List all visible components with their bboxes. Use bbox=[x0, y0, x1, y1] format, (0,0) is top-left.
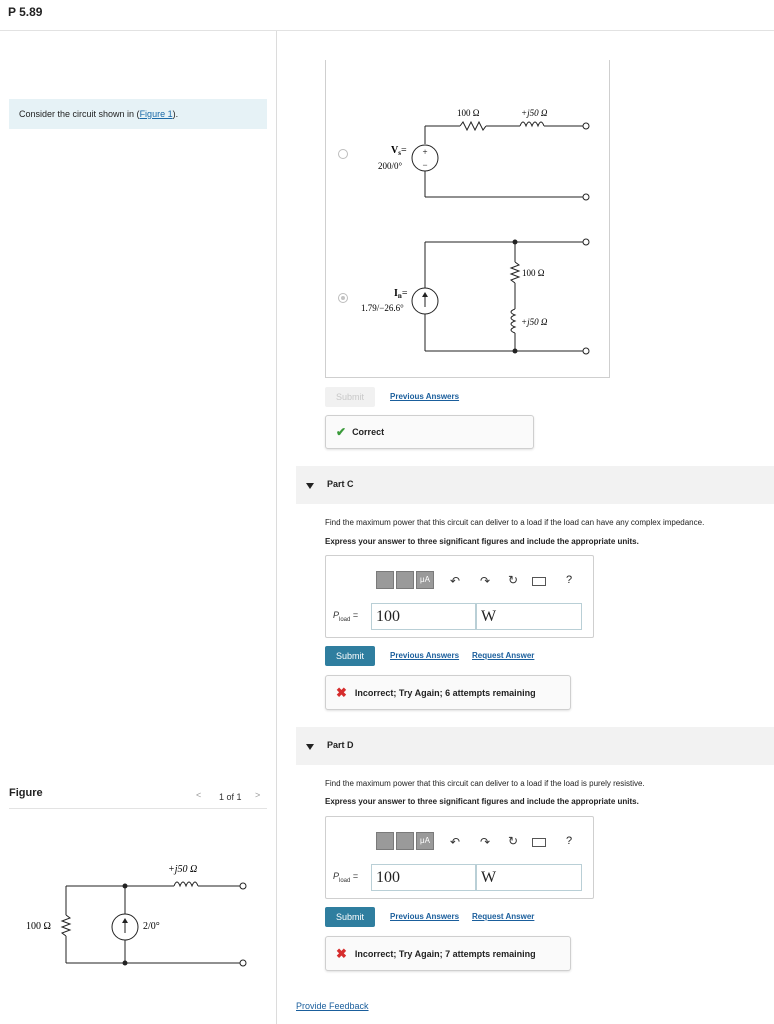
part-c-request-answer-link[interactable]: Request Answer bbox=[472, 651, 535, 660]
intro-box bbox=[9, 99, 267, 129]
figure-next-button[interactable]: > bbox=[255, 790, 261, 800]
part-c-var-main: P bbox=[333, 610, 340, 620]
part-d-units-input[interactable]: W bbox=[476, 864, 582, 891]
choice-2-resistor-label: 100 Ω bbox=[522, 268, 545, 278]
redo-icon[interactable]: ↷ bbox=[480, 574, 491, 588]
keyboard-icon[interactable] bbox=[532, 577, 546, 586]
figure-pager-text: 1 of 1 bbox=[219, 792, 242, 802]
page-title: P 5.89 bbox=[8, 5, 43, 19]
header-divider bbox=[0, 30, 774, 31]
part-d-var-sub: load bbox=[339, 877, 351, 884]
keyboard-icon[interactable] bbox=[532, 838, 546, 847]
figure-divider bbox=[9, 808, 267, 809]
figure-title: Figure bbox=[9, 787, 43, 799]
part-c-label: Part C bbox=[327, 479, 354, 489]
x-icon: ✖ bbox=[336, 684, 347, 700]
part-c-instructions: Express your answer to three significant figures and include the appropriate units. bbox=[325, 537, 639, 546]
part-c-question: Find the maximum power that this circuit can deliver to a load if the load can have any complex impedance. bbox=[325, 518, 705, 527]
help-icon[interactable]: ? bbox=[566, 835, 573, 847]
part-d-request-answer-link[interactable]: Request Answer bbox=[472, 912, 535, 921]
figure-circuit bbox=[0, 850, 276, 980]
provide-feedback-link[interactable]: Provide Feedback bbox=[296, 1001, 369, 1011]
intro-prefix: Consider the circuit shown in ( bbox=[19, 109, 140, 119]
part-d-var-label bbox=[333, 871, 358, 884]
check-icon: ✔ bbox=[336, 425, 347, 439]
svg-text:+: + bbox=[422, 147, 428, 157]
figure-prev-button[interactable]: < bbox=[196, 790, 202, 800]
reset-icon[interactable]: ↻ bbox=[508, 834, 519, 848]
svg-text:Vs= bbox=[391, 145, 407, 157]
choice-2-source-value: 1.79/−26.6° bbox=[361, 303, 404, 313]
part-b-previous-answers-link[interactable]: Previous Answers bbox=[390, 392, 460, 401]
part-c-previous-answers-link[interactable]: Previous Answers bbox=[390, 651, 460, 660]
part-d-header[interactable] bbox=[296, 727, 774, 765]
choice-circuits bbox=[355, 95, 605, 375]
choice-2-source-symbol: I bbox=[394, 288, 398, 299]
part-d-question: Find the maximum power that this circuit can deliver to a load if the load is purely resistive. bbox=[325, 779, 645, 788]
figure-source-label: 2/0° bbox=[143, 921, 160, 932]
help-icon[interactable]: ? bbox=[566, 574, 573, 586]
units-button[interactable]: μA bbox=[416, 832, 434, 850]
part-d-value-input[interactable]: 100 bbox=[371, 864, 476, 891]
template-icon[interactable] bbox=[376, 571, 394, 589]
part-d-submit-button[interactable]: Submit bbox=[325, 907, 375, 927]
fraction-icon[interactable] bbox=[396, 832, 414, 850]
choice-radio-1[interactable] bbox=[338, 149, 348, 159]
part-b-feedback-text: Correct bbox=[352, 427, 385, 437]
part-d-feedback-text: Incorrect; Try Again; 7 attempts remaining bbox=[354, 948, 536, 959]
choice-1-resistor-label: 100 Ω bbox=[457, 108, 480, 118]
part-b-feedback bbox=[325, 415, 534, 449]
undo-icon[interactable]: ↶ bbox=[450, 835, 461, 849]
collapse-icon[interactable] bbox=[306, 483, 314, 489]
figure-inductor-label: +j50 Ω bbox=[168, 864, 198, 875]
part-c-feedback bbox=[325, 675, 571, 710]
part-c-var-sub: load bbox=[339, 616, 351, 623]
collapse-icon[interactable] bbox=[306, 744, 314, 750]
column-divider bbox=[276, 31, 277, 1024]
intro-suffix: ). bbox=[172, 109, 179, 119]
part-c-units-input[interactable]: W bbox=[476, 603, 582, 630]
part-d-label: Part D bbox=[327, 740, 354, 750]
choice-1-source-eq: = bbox=[400, 145, 407, 156]
figure-link[interactable]: Figure 1 bbox=[139, 109, 173, 119]
part-d-instructions: Express your answer to three significant figures and include the appropriate units. bbox=[325, 797, 639, 806]
x-icon: ✖ bbox=[336, 945, 347, 961]
part-c-equals: = bbox=[352, 610, 359, 620]
redo-icon[interactable]: ↷ bbox=[480, 835, 491, 849]
svg-text:In= bbox=[394, 288, 408, 300]
choice-1-source-symbol: V bbox=[391, 145, 399, 156]
part-b-submit-button[interactable]: Submit bbox=[325, 387, 375, 407]
fraction-icon[interactable] bbox=[396, 571, 414, 589]
choice-1-source-sub: s bbox=[398, 149, 401, 157]
part-c-value-input[interactable]: 100 bbox=[371, 603, 476, 630]
choice-1-source-value: 200/0° bbox=[378, 161, 403, 171]
choice-2-source-sub: n bbox=[397, 292, 402, 300]
choice-2-inductor-label: +j50 Ω bbox=[521, 317, 548, 327]
part-d-previous-answers-link[interactable]: Previous Answers bbox=[390, 912, 460, 921]
units-button[interactable]: μA bbox=[416, 571, 434, 589]
undo-icon[interactable]: ↶ bbox=[450, 574, 461, 588]
part-c-header[interactable] bbox=[296, 466, 774, 504]
choice-2-source-eq: = bbox=[401, 288, 408, 299]
part-d-equals: = bbox=[352, 871, 359, 881]
part-c-submit-button[interactable]: Submit bbox=[325, 646, 375, 666]
choice-1-inductor-label: +j50 Ω bbox=[521, 108, 548, 118]
figure-resistor-label: 100 Ω bbox=[26, 921, 51, 932]
part-d-var-main: P bbox=[333, 871, 340, 881]
choice-radio-2[interactable] bbox=[338, 293, 348, 303]
part-c-var-label bbox=[333, 610, 358, 623]
part-c-feedback-text: Incorrect; Try Again; 6 attempts remaining bbox=[354, 687, 536, 698]
template-icon[interactable] bbox=[376, 832, 394, 850]
svg-text:−: − bbox=[422, 160, 428, 170]
reset-icon[interactable]: ↻ bbox=[508, 573, 519, 587]
part-d-feedback bbox=[325, 936, 571, 971]
